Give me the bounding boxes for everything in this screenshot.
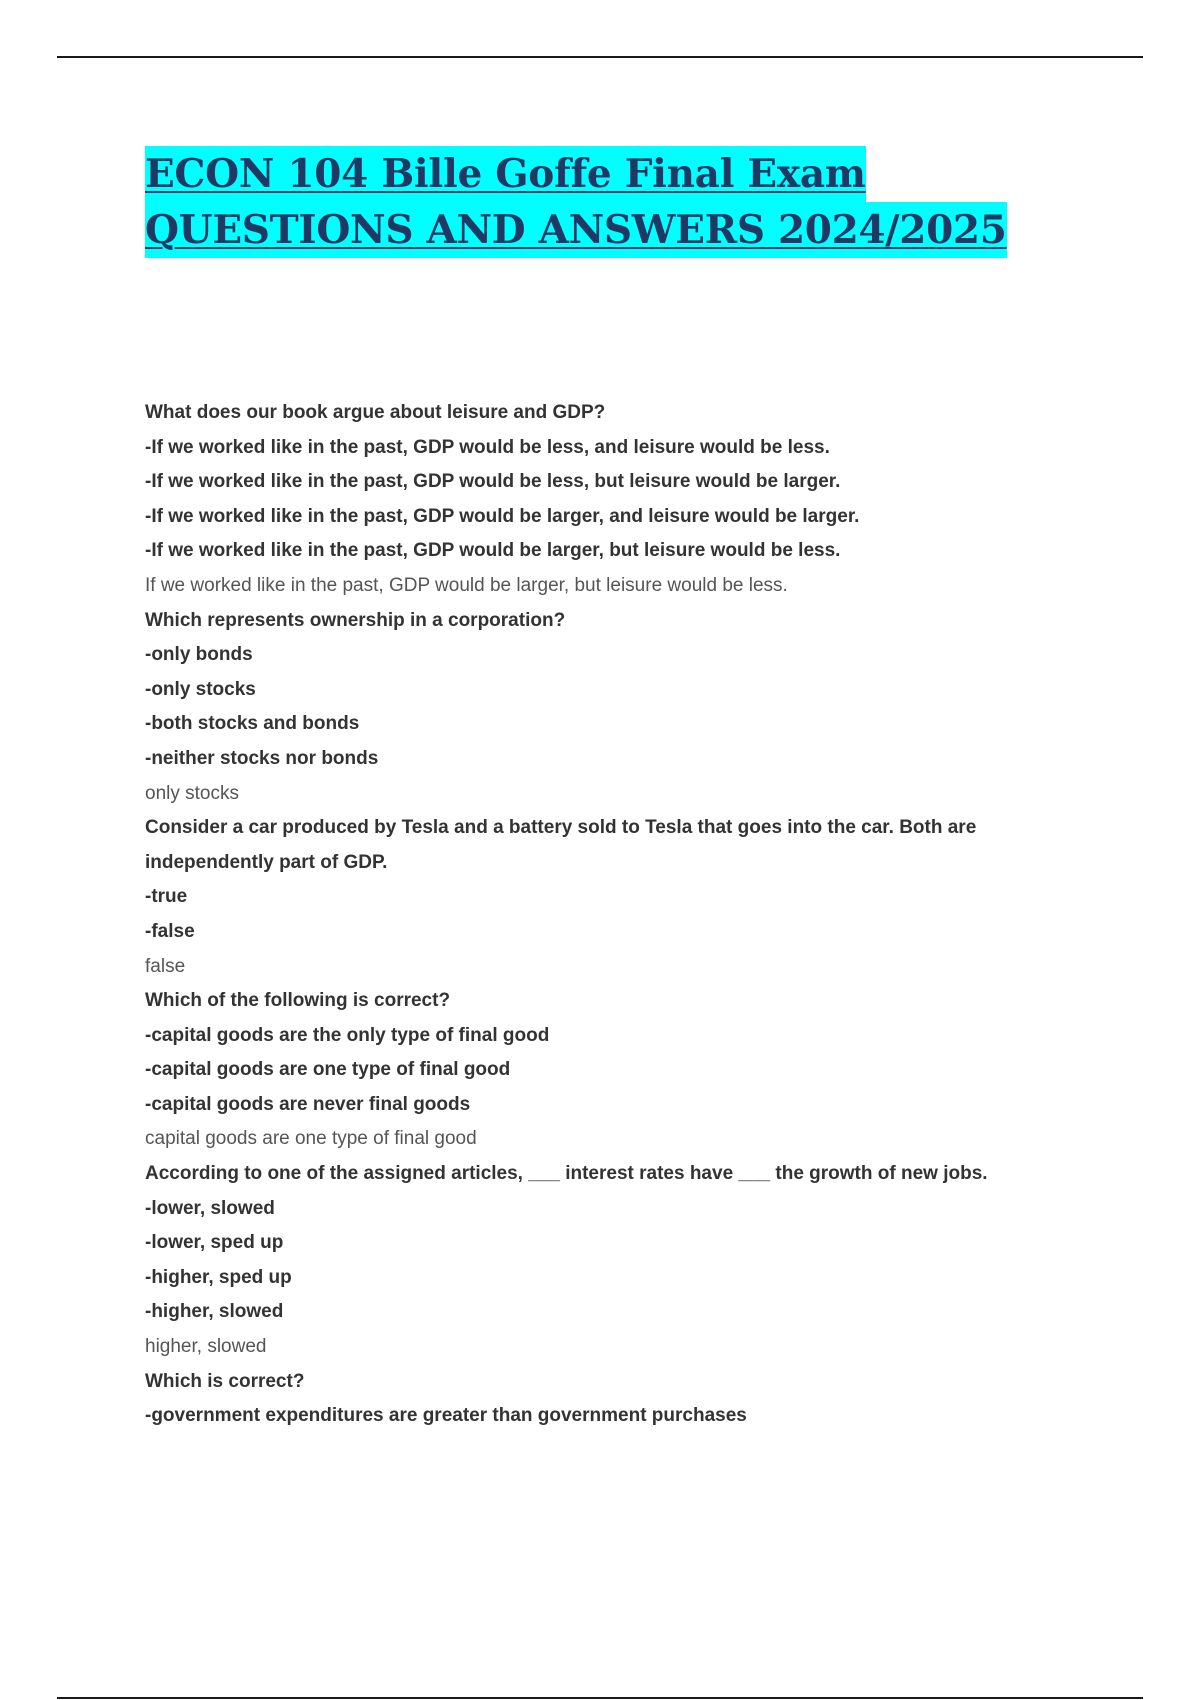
answer-option: -neither stocks nor bonds xyxy=(145,747,379,769)
question-text: Which is correct? xyxy=(145,1370,305,1392)
answer-option: -capital goods are never final goods xyxy=(145,1093,471,1115)
document-title xyxy=(145,146,1105,258)
answer-option: -both stocks and bonds xyxy=(145,713,360,735)
question-text: Which of the following is correct? xyxy=(145,990,451,1012)
bottom-rule xyxy=(57,1697,1143,1699)
answer-option: -higher, sped up xyxy=(145,1266,292,1288)
answer-option: -only stocks xyxy=(145,678,256,700)
question-text: independently part of GDP. xyxy=(145,851,388,873)
answer-option: -If we worked like in the past, GDP would be less, and leisure would be less. xyxy=(145,436,830,458)
answer-option: -capital goods are the only type of final good xyxy=(145,1024,550,1046)
answer-option: -government expenditures are greater than government purchases xyxy=(145,1405,747,1427)
title-line-2: QUESTIONS AND ANSWERS 2024/2025 xyxy=(145,202,1007,258)
question-text: What does our book argue about leisure and GDP? xyxy=(145,402,606,423)
title-line-1: ECON 104 Bille Goffe Final Exam xyxy=(145,146,866,202)
answer-option: -higher, slowed xyxy=(145,1301,284,1323)
question-text: Which represents ownership in a corporation? xyxy=(145,609,566,631)
correct-answer: higher, slowed xyxy=(145,1336,267,1358)
correct-answer: If we worked like in the past, GDP would be larger, but leisure would be less. xyxy=(145,574,788,596)
answer-option: -If we worked like in the past, GDP would be larger, but leisure would be less. xyxy=(145,540,841,562)
answer-option: -lower, sped up xyxy=(145,1232,284,1254)
top-rule xyxy=(57,56,1143,58)
question-text: According to one of the assigned articles, ___ interest rates have ___ the growth of new jobs. xyxy=(145,1163,988,1185)
answer-option: -true xyxy=(145,886,188,908)
correct-answer: capital goods are one type of final good xyxy=(145,1128,477,1150)
answer-option: -lower, slowed xyxy=(145,1197,275,1219)
answer-option: -only bonds xyxy=(145,644,253,666)
answer-option: -capital goods are one type of final good xyxy=(145,1059,511,1081)
correct-answer: only stocks xyxy=(145,782,239,804)
answer-option: -If we worked like in the past, GDP would be less, but leisure would be larger. xyxy=(145,471,841,493)
question-text: Consider a car produced by Tesla and a battery sold to Tesla that goes into the car. Both are xyxy=(145,817,977,839)
answer-option: -false xyxy=(145,920,195,942)
qa-list xyxy=(145,396,1125,1434)
answer-option: -If we worked like in the past, GDP would be larger, and leisure would be larger. xyxy=(145,505,860,527)
correct-answer: false xyxy=(145,955,186,977)
